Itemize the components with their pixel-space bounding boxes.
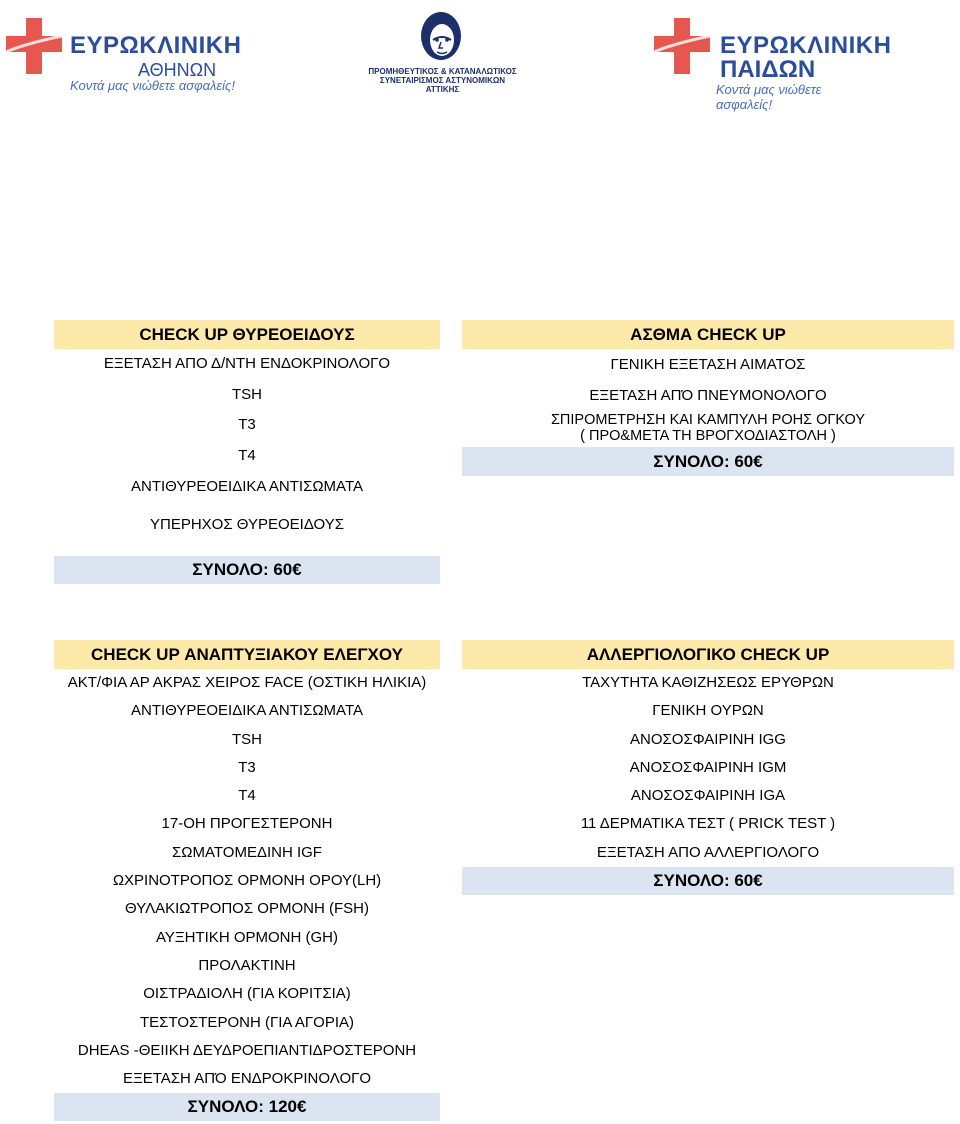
asthma-item: ΓΕΝΙΚΗ ΕΞΕΤΑΣΗ ΑΙΜΑΤΟΣ [610,356,806,373]
growth-item: ΤΕΣΤΟΣΤΕΡΟΝΗ (ΓΙΑ ΑΓΟΡΙΑ) [140,1013,354,1031]
allergy-item: ΕΞΕΤΑΣΗ ΑΠΟ ΑΛΛΕΡΓΙΟΛΟΓΟ [596,843,820,861]
police-cooperative-logo [355,10,530,94]
allergy-checkup-table [462,640,954,895]
coop-line-3: ΑΤΤΙΚΗΣ [425,85,460,94]
medical-cross-icon [4,16,64,76]
growth-title: CHECK UP ΑΝΑΠΤΥΞΙΑΚΟΥ ΕΛΕΓΧΟΥ [54,640,440,669]
growth-item: ΠΡΟΛΑΚΤΙΝΗ [198,956,296,974]
thyroid-item: ΥΠΕΡΗΧΟΣ ΘΥΡΕΟΕΙΔΟΥΣ [150,516,344,534]
growth-item: 17-OH ΠΡΟΓΕΣΤΕΡΟΝΗ [161,815,333,833]
allergy-item: ΑΝΟΣΟΣΦΑΙΡΙΝΗ IGM [629,758,787,776]
paidon-logo-sub: ΠΑΙΔΩΝ [720,56,816,83]
asthma-total: ΣΥΝΟΛΟ: 60€ [462,447,954,476]
growth-item: TSH [232,730,262,748]
allergy-total: ΣΥΝΟΛΟ: 60€ [462,867,954,895]
spirometry-line-2: ( ΠΡΟ&ΜΕΤΑ ΤΗ ΒΡΟΓΧΟΔΙΑΣΤΟΛΗ ) [580,428,836,444]
growth-item: ΣΩΜΑΤΟΜΕΔΙΝΗ IGF [172,843,322,861]
asthma-title: ΑΣΘΜΑ CHECK UP [462,320,954,349]
growth-item: ΑΥΞΗΤΙΚΗ ΟΡΜΟΝΗ (GH) [156,928,338,946]
coop-line-2: ΣΥΝΕΤΑΙΡΙΣΜΟΣ ΑΣΤΥΝΟΜΙΚΩΝ [379,76,506,85]
thyroid-item: TSH [232,385,262,403]
growth-item: T3 [238,758,256,776]
growth-item: T4 [238,787,256,805]
thyroid-item: T3 [238,416,256,434]
allergy-item: 11 ΔΕΡΜΑΤΙΚΑ ΤΕΣΤ ( PRICK TEST ) [580,815,836,833]
growth-item: ΘΥΛΑΚΙΩΤΡΟΠΟΣ ΟΡΜΟΝΗ (FSH) [125,900,369,918]
thyroid-item: ΕΞΕΤΑΣΗ ΑΠΟ Δ/ΝΤΗ ΕΝΔΟΚΡΙΝΟΛΟΓΟ [103,355,391,372]
growth-total: ΣΥΝΟΛΟ: 120€ [54,1093,440,1121]
thyroid-title: CHECK UP ΘΥΡΕΟΕΙΔΟΥΣ [54,320,440,349]
athens-logo-tagline: Κοντά μας νιώθετε ασφαλείς! [70,78,235,93]
allergy-item: ΓΕΝΙΚΗ ΟΥΡΩΝ [652,702,764,720]
allergy-item: ΑΝΟΣΟΣΦΑΙΡΙΝΗ IGG [630,730,786,748]
growth-item: ΑΚΤ/ΦΙΑ ΑΡ ΑΚΡΑΣ ΧΕΙΡΟΣ FACE (ΟΣΤΙΚΗ ΗΛΙΚΙΑ) [67,674,427,691]
growth-item: DHEAS -ΘΕΙΙΚΗ ΔΕΥΔΡΟΕΠΙΑΝΤΙΔΡΟΣΤΕΡΟΝΗ [77,1041,417,1059]
paidon-logo-tagline: Κοντά μας νιώθετε ασφαλείς! [716,82,822,112]
asthma-item-spirometry [462,411,954,445]
coop-line-1: ΠΡΟΜΗΘΕΥΤΙΚΟΣ & ΚΑΤΑΝΑΛΩΤΙΚΟΣ [368,67,517,76]
growth-item: ΕΞΕΤΑΣΗ ΑΠΌ ΕΝΔΡΟΚΡΙΝΟΛΟΓΟ [122,1070,372,1088]
growth-checkup-table [54,640,440,1121]
athens-logo-name: ΕΥΡΩΚΛΙΝΙΚΗ [70,32,242,59]
allergy-title: ΑΛΛΕΡΓΙΟΛΟΓΙΚΟ CHECK UP [462,640,954,669]
paidon-logo-name: ΕΥΡΩΚΛΙΝΙΚΗ [720,32,892,59]
thyroid-total: ΣΥΝΟΛΟ: 60€ [54,556,440,584]
athens-logo-sub: ΑΘΗΝΩΝ [138,60,217,80]
thyroid-checkup-table [54,320,440,584]
euroclinic-paidon-logo [650,12,892,112]
thyroid-item: T4 [238,447,256,465]
allergy-item: ΑΝΟΣΟΣΦΑΙΡΙΝΗ IGA [630,787,786,805]
medical-cross-icon [652,16,712,76]
growth-item: ΑΝΤΙΘΥΡΕΟΕΙΔΙΚΑ ΑΝΤΙΣΩΜΑΤΑ [130,702,363,720]
allergy-item: ΤΑΧΥΤΗΤΑ ΚΑΘΙΖΗΣΕΩΣ ΕΡΥΘΡΩΝ [582,674,834,691]
thyroid-item: ΑΝΤΙΘΥΡΕΟΕΙΔΙΚΑ ΑΝΤΙΣΩΜΑΤΑ [130,477,363,495]
growth-item: ΟΙΣΤΡΑΔΙΟΛΗ (ΓΙΑ ΚΟΡΙΤΣΙΑ) [143,985,351,1003]
spirometry-line-1: ΣΠΙΡΟΜΕΤΡΗΣΗ ΚΑΙ ΚΑΜΠΥΛΗ ΡΟΗΣ ΟΓΚΟΥ [550,412,866,428]
euroclinic-athens-logo [0,10,240,100]
ancient-head-emblem-icon [415,10,467,64]
asthma-checkup-table [462,320,954,476]
asthma-item: ΕΞΕΤΑΣΗ ΑΠΌ ΠΝΕΥΜΟΝΟΛΟΓΟ [589,387,827,404]
growth-item: ΩΧΡΙΝΟΤΡΟΠΟΣ ΟΡΜΟΝΗ ΟΡΟΥ(LH) [112,872,382,890]
